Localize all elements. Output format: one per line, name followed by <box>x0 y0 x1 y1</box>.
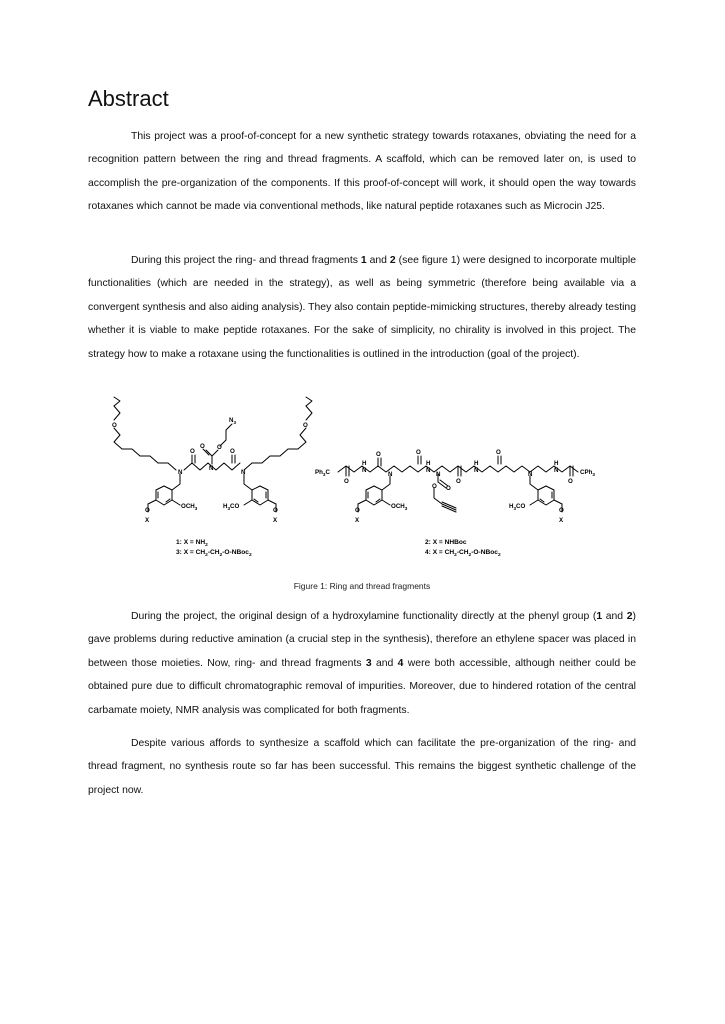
page-title: Abstract <box>88 86 169 111</box>
text-span: and <box>366 255 390 266</box>
atom-label: H <box>426 460 431 467</box>
end-group-label: $Ph_3C$ <box>315 469 330 477</box>
paragraph-intro: This project was a proof-of-concept for a new synthetic strategy towards rotaxanes, obviating the need for a recognition pattern between the ring and thread fragments. A scaffold, which can be removed later on, is used to accomplish the pre-organization of the components. If this proof-of-concept will work, it should open the way towards rotaxanes which cannot be made via conventional methods, like natural peptide rotaxanes such as Microcin J25. <box>88 131 636 213</box>
atom-label: H <box>474 460 479 467</box>
text-span: and <box>371 657 398 669</box>
compound-label-4: 4: $X = CH_2-CH_2-O-NBoc_2$ <box>425 549 501 558</box>
atom-label: O <box>376 451 381 458</box>
atom-label: N <box>436 471 441 478</box>
atom-label: O <box>559 507 564 514</box>
atom-label: N <box>426 467 431 474</box>
atom-label: O <box>200 443 205 450</box>
text-span: and <box>602 611 627 622</box>
atom-label: O <box>230 448 235 455</box>
compound-label-1: 1: $X = NH_2$ <box>176 539 208 548</box>
atom-label: O <box>145 507 150 514</box>
atom-label: N <box>474 467 479 474</box>
atom-label: H <box>362 460 367 467</box>
compound-ref-4: 4 <box>397 657 404 669</box>
figure-caption: Figure 1: Ring and thread fragments <box>293 581 431 591</box>
atom-label: O <box>456 478 461 485</box>
atom-label: O <box>446 485 451 492</box>
atom-label: O <box>416 449 421 456</box>
atom-label: X <box>355 517 360 524</box>
compound-ref-2: 2 <box>389 255 396 266</box>
atom-label: O <box>190 448 195 455</box>
atom-label: N <box>362 467 367 474</box>
methoxy-label: $H_3CO$ <box>509 503 526 511</box>
ring-fragment-structure <box>114 397 312 512</box>
compound-ref-3: 3 <box>365 657 372 669</box>
atom-label: O <box>303 422 308 429</box>
text-span: During the project, the original design of a hydroxylamine functionality directly at the phenyl group ( <box>131 611 597 622</box>
text-span: were both accessible, although neither could be obtained pure due to difficult chromatographic removal of impurities. Moreover, due to hindered rotation of the central carbamate moiety, NMR analysis was complicated for both fragments. <box>88 657 636 716</box>
text-span: ) gave problems during reductive amination (a crucial step in the synthesis), therefore an ethylene spacer was placed in between those moieties. Now, ring- and thread fragments <box>88 611 636 669</box>
compound-ref-1: 1 <box>596 611 603 622</box>
compound-ref-1: 1 <box>360 255 367 266</box>
methoxy-label: $OCH_3$ <box>181 503 198 511</box>
atom-label: X <box>145 517 150 524</box>
atom-label: O <box>432 483 437 490</box>
methoxy-label: $H_3CO$ <box>223 503 240 511</box>
atom-label: O <box>344 478 349 485</box>
atom-label: O <box>112 422 117 429</box>
atom-label: O <box>273 507 278 514</box>
atom-label: O <box>496 449 501 456</box>
atom-label: N <box>178 469 183 476</box>
compound-label-2: 2: X = NHBoc <box>425 539 467 546</box>
text-span: During this project the ring- and thread fragments <box>131 255 361 266</box>
paragraph-design <box>88 249 636 366</box>
atom-label: N <box>209 465 214 472</box>
atom-label: O <box>355 507 360 514</box>
chemical-structures-figure <box>100 392 640 567</box>
atom-label: X <box>559 517 564 524</box>
azide-label: $N_3$ <box>229 417 237 425</box>
atom-label: N <box>554 467 559 474</box>
atom-label: X <box>273 517 278 524</box>
methoxy-label: $OCH_3$ <box>391 503 408 511</box>
atom-label: H <box>554 460 559 467</box>
compound-ref-2: 2 <box>626 611 633 622</box>
atom-label: O <box>568 478 573 485</box>
atom-label: N <box>528 471 533 478</box>
atom-label: O <box>217 444 222 451</box>
atom-label: N <box>241 469 246 476</box>
paragraph-progress <box>88 605 636 722</box>
atom-label: N <box>388 471 393 478</box>
end-group-label: CPh$_3$ <box>580 469 595 477</box>
compound-label-3: 3: $X = CH_2-CH_2-O-NBoc_2$ <box>176 549 252 558</box>
paragraph-conclusion: Despite various affords to synthesize a scaffold which can facilitate the pre-organization of the ring- and thread fragment, no synthesis route so far has been successful. This remains the biggest synthetic challenge of the project now. <box>88 738 636 796</box>
text-span: (see figure 1) were designed to incorporate multiple functionalities (which are needed in the strategy), as well as being symmetric (therefore being available via a convergent synthesis and also aiding analysis). They also contain peptide-mimicking structures, thereby already testing whether it is viable to make peptide rotaxanes. For the sake of simplicity, no chirality is involved in this project. The strategy how to make a rotaxane using the functionalities is outlined in the introduction (goal of the project). <box>88 255 636 360</box>
